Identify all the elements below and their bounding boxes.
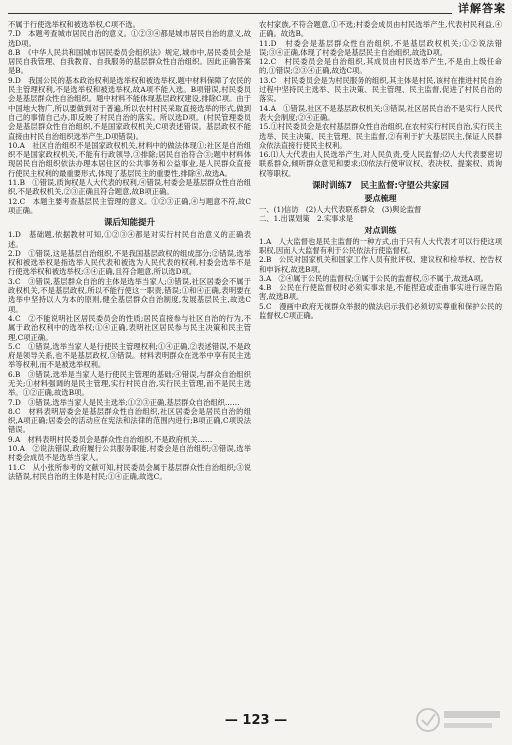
- answer-paragraph: 9.A 材料表明村民委员会是群众性自治组织,不是政府机关……: [8, 434, 213, 444]
- answer-paragraph: 13.C 村民委员会是为村民服务的组织,其主体是村民,该村在推进村民自治过程中坚持民主选举、民主决策、民主管理、民主监督,促进了村民自治的落实。: [259, 75, 502, 104]
- header-title: 详解答案: [458, 2, 506, 15]
- answer-paragraph: 1.A 人大监督也是民主监督的一种方式,由于只有人大代表才可以行使这项职权,因而人大监督有利于公民依法行使监督权。: [259, 236, 502, 255]
- answer-paragraph: 3.C ③错误,基层群众自治的主体是选举当家人;③错误,社区居委会不属于政权机关,不是基层政权,所以不能行使这一职责,错误;①和④正确,表明要在选举中坚持以人为本的原则,健全基层群众自治制度,发展基层民主,故选C项。: [8, 276, 251, 314]
- answer-paragraph: 12.C 村民委员会是自治组织,其成员由村民选举产生,不是由上级任命的,①错误;②③④正确,故选C项。: [259, 57, 502, 76]
- answer-paragraph: 2.D ①错误,这是基层自治组织,不是我国基层政权的组成部分;②错误,选举权和被选举权是指选举人民代表和被选为人民代表的权利,村委会选举不是行使选举权和被选举权;③④正确,且符合题意,所以选D项。: [8, 248, 251, 277]
- answer-paragraph: 1.D 基础题,依据教材可知,①②③④都是对实行村民自治意义的正确表述。: [8, 230, 251, 249]
- answer-paragraph: 4.C ②不能说明社区居民委员会的性质;居民直接参与社区自治的行为,不属于政治权利中的选举权;①④正确,表明社区居民参与民主决策和民主管理,C项正确。: [8, 313, 251, 342]
- key-point: 一、(1)信访 (2)人大代表联系群众 (3)舆论监督: [259, 205, 422, 215]
- right-column: [259, 20, 502, 708]
- header-rule: [8, 13, 452, 14]
- answer-paragraph: 9.D 我国公民的基本政治权利是选举权和被选举权,题中材料保障了农民的民主管理权利,不是选举权和被选举权,故A项不能入选。B项错误,村民委员会是基层群众性自治组织。题中材料不能体现基层政权建设,排除C项。由于中国地大物广,所以要做到对于普遍,所以农村村民采取直接选举的形式,做到自己的事情自己办,即反映了村民自治的落实。所以选D项。(村民管理委员会是基层群众性自治组织,不是国家政权机关,C项表述错误。基层政权不能直接由村民自治组织选举产生,D项错误)。: [8, 75, 251, 141]
- answer-paragraph: 16.⑴人大代表由人民选举产生,对人民负责,受人民监督;⑵人大代表要密切联系群众,倾听群众意见和要求;⑶依法行使审议权、表决权、提案权、质询权等职权。: [259, 150, 502, 178]
- answer-paragraph: 2.B 公民对国家机关和国家工作人员有批评权、建议权和检举权、控告权和申诉权,故选B项。: [259, 255, 502, 274]
- answer-paragraph: 7.D 本题考查城市居民自治的意义。①②③④都是城市居民自治的意义,故选D项。: [8, 29, 251, 48]
- answer-paragraph: 10.A ②说法错误,政府履行公共服务职能,村委会是自治组织;③错误,选举村委会成员不是选举当家人。: [8, 444, 251, 463]
- answer-paragraph: 5.C 漫画中政府无视群众举报的做法启示我们必须切实尊重和保护公民的监督权,C项正确。: [259, 301, 502, 321]
- answer-paragraph: 12.C 本题主要考查基层民主管理的意义。①②③正确,④与题意不符,故C项正确。: [8, 196, 251, 215]
- answer-paragraph: 11.D 村委会是基层群众性自治组织,不是基层政权机关;①②说法错误;③④正确,体现了村委会是基层民主自治组织,故选D项。: [259, 38, 502, 57]
- page-number: — 123 —: [224, 713, 288, 728]
- answer-paragraph: 10.A 社区自治组织不是国家政权机关,材料中的做法体现①;社区是自治组织不是国家政权机关,不能有行政领导,③排除;居民自治符合③;题中材料体现居民自治组织依法办理本居住区的公共事务和公益事业,是人民群众直接行使民主权利的最重要形式,体现了基层民主的重要性,排除④,故选A。: [8, 140, 251, 178]
- answer-paragraph: 3.A ②④属于公民的监督权;③属于公民的监督权,⑤不属于,故选A项。: [259, 273, 488, 283]
- section-heading: 课后知能提升: [103, 218, 155, 229]
- answer-paragraph: 11.B ①错误,质询权是人大代表的权利,④错误,村委会是基层群众性自治组织,不是政权机关,②③正确且符合题意,故B项正确。: [8, 178, 251, 197]
- page-header: [0, 0, 512, 18]
- answer-paragraph: 8.B 《中华人民共和国城市居民委员会组织法》规定,城市中,居民委员会是居民自我管理、自我教育、自我服务的基层群众性自治组织。因此正确答案是B。: [8, 47, 251, 76]
- subsection-heading: 对点训练: [364, 225, 397, 235]
- answer-paragraph: 农村家族,不符合题意,①不选;村委会成员由村民选举产生,代表村民利益,④正确。故选B。: [259, 20, 502, 39]
- key-point: 二、1.出谋划策 2.实事求是: [259, 214, 354, 224]
- answer-paragraph: 8.C 材料表明居委会是基层群众性自治组织,社区居委会是居民自治的组织,A项正确;居委会的活动应在宪法和法律的范围内进行;B项正确,C项说法错误。: [8, 406, 251, 435]
- answer-paragraph: 6.B ③错误,选举是当家人是行使民主管理的基础;④错误,与群众自治组织无关;①材料强调的是民主管理,实行村民自治,实行民主管理,而不是民主选举。①②正确,故选B项。: [8, 369, 251, 398]
- answer-paragraph: 14.A ①错误,社区不是基层政权机关;③错误,社区居民自治不是实行人民代表大会制度;②④正确。: [259, 103, 502, 122]
- watermark-logo: [414, 699, 506, 741]
- answer-paragraph: 不属于行使选举权和被选举权,C项不选。: [8, 20, 140, 29]
- answer-paragraph: 4.B 公民在行使监督权时必须实事求是,不能捏造或歪曲事实进行诬告陷害,故选B项。: [259, 283, 502, 302]
- subsection-heading: 要点梳理: [364, 194, 397, 204]
- left-column: [8, 20, 251, 708]
- answer-paragraph: 15.①村民委员会是农村基层群众性自治组织,在农村实行村民自治,实行民主选举、民主决策、民主管理、民主监督,②有利于扩大基层民主,保证人民群众依法直接行使民主权利。: [259, 122, 502, 150]
- answer-paragraph: 7.D ③错误,选举当家人是民主选举;①②③正确,基层群众自治组织……: [8, 397, 240, 407]
- answer-paragraph: 5.C ①错误,选举当家人是行使民主管理权利;①④正确,②表述错误,不是政府是领导关系,也不是基层政权,③错误。材料表明群众在选举中享有民主选举等权利,而不是被选举权利。: [8, 341, 251, 370]
- section-heading: 课时训练7 民主监督:守望公共家园: [312, 181, 449, 192]
- answer-paragraph: 11.C 从小张所参考的文献可知,村民委员会属于基层群众性自治组织;③说法错误,村民自治的主体是村民;①④正确,故选C。: [8, 462, 251, 481]
